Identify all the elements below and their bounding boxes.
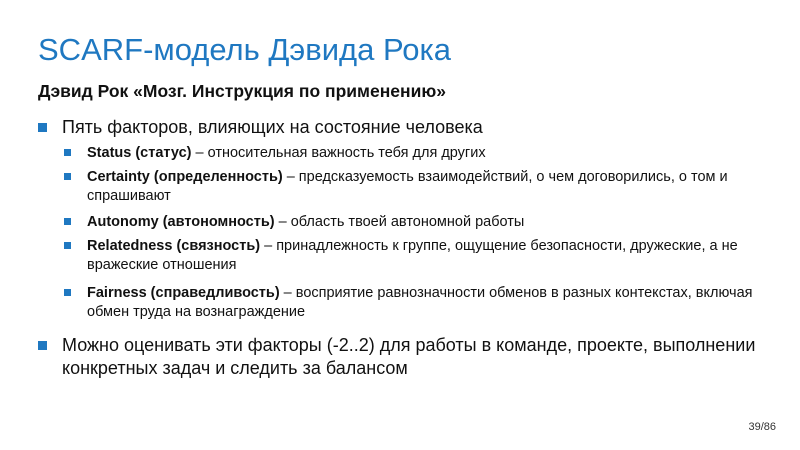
subbullet-desc: – восприятие равнозначности обменов в разных контекстах, включая обмен труда на вознаграждение: [87, 285, 753, 320]
subbullet-term: Relatedness (связность): [87, 238, 261, 254]
bullet-text: Пять факторов, влияющих на состояние человека: [62, 117, 483, 137]
bullet-square-icon: [64, 173, 71, 180]
slide-subtitle: Дэвид Рок «Мозг. Инструкция по применению»: [38, 81, 447, 101]
subbullet-desc: – область твоей автономной работы: [274, 214, 525, 230]
subbullet-desc: – принадлежность к группе, ощущение безопасности, дружеские, а не вражеские отношения: [87, 238, 738, 273]
bullet-square-icon: [64, 289, 71, 296]
subbullet-body: [87, 168, 762, 206]
subbullet-term: Autonomy (автономность): [87, 214, 275, 230]
subbullet-term: Certainty (определенность): [87, 169, 283, 185]
subbullet-desc: – относительная важность тебя для других: [191, 145, 486, 161]
subbullet-body: [87, 237, 762, 275]
page-number: 39/86: [748, 421, 776, 433]
subbullet-desc: – предсказуемость взаимодействий, о чем договорились, о том и спрашивают: [87, 169, 728, 204]
bullet-square-icon: [64, 149, 71, 156]
subbullet-body: [87, 144, 762, 163]
bullet-text: Можно оценивать эти факторы (-2..2) для работы в команде, проекте, выполнении конкретных задач и следить за балансом: [62, 335, 756, 378]
subbullet-term: Fairness (справедливость): [87, 285, 280, 301]
subbullet-body: [87, 284, 762, 322]
subbullet-body: [87, 213, 762, 232]
bullet-square-icon: [38, 341, 47, 350]
bullet-square-icon: [64, 218, 71, 225]
bullet-square-icon: [64, 242, 71, 249]
subbullet-term: Status (статус): [87, 145, 192, 161]
slide-title: SCARF-модель Дэвида Рока: [38, 32, 451, 67]
bullet-square-icon: [38, 123, 47, 132]
